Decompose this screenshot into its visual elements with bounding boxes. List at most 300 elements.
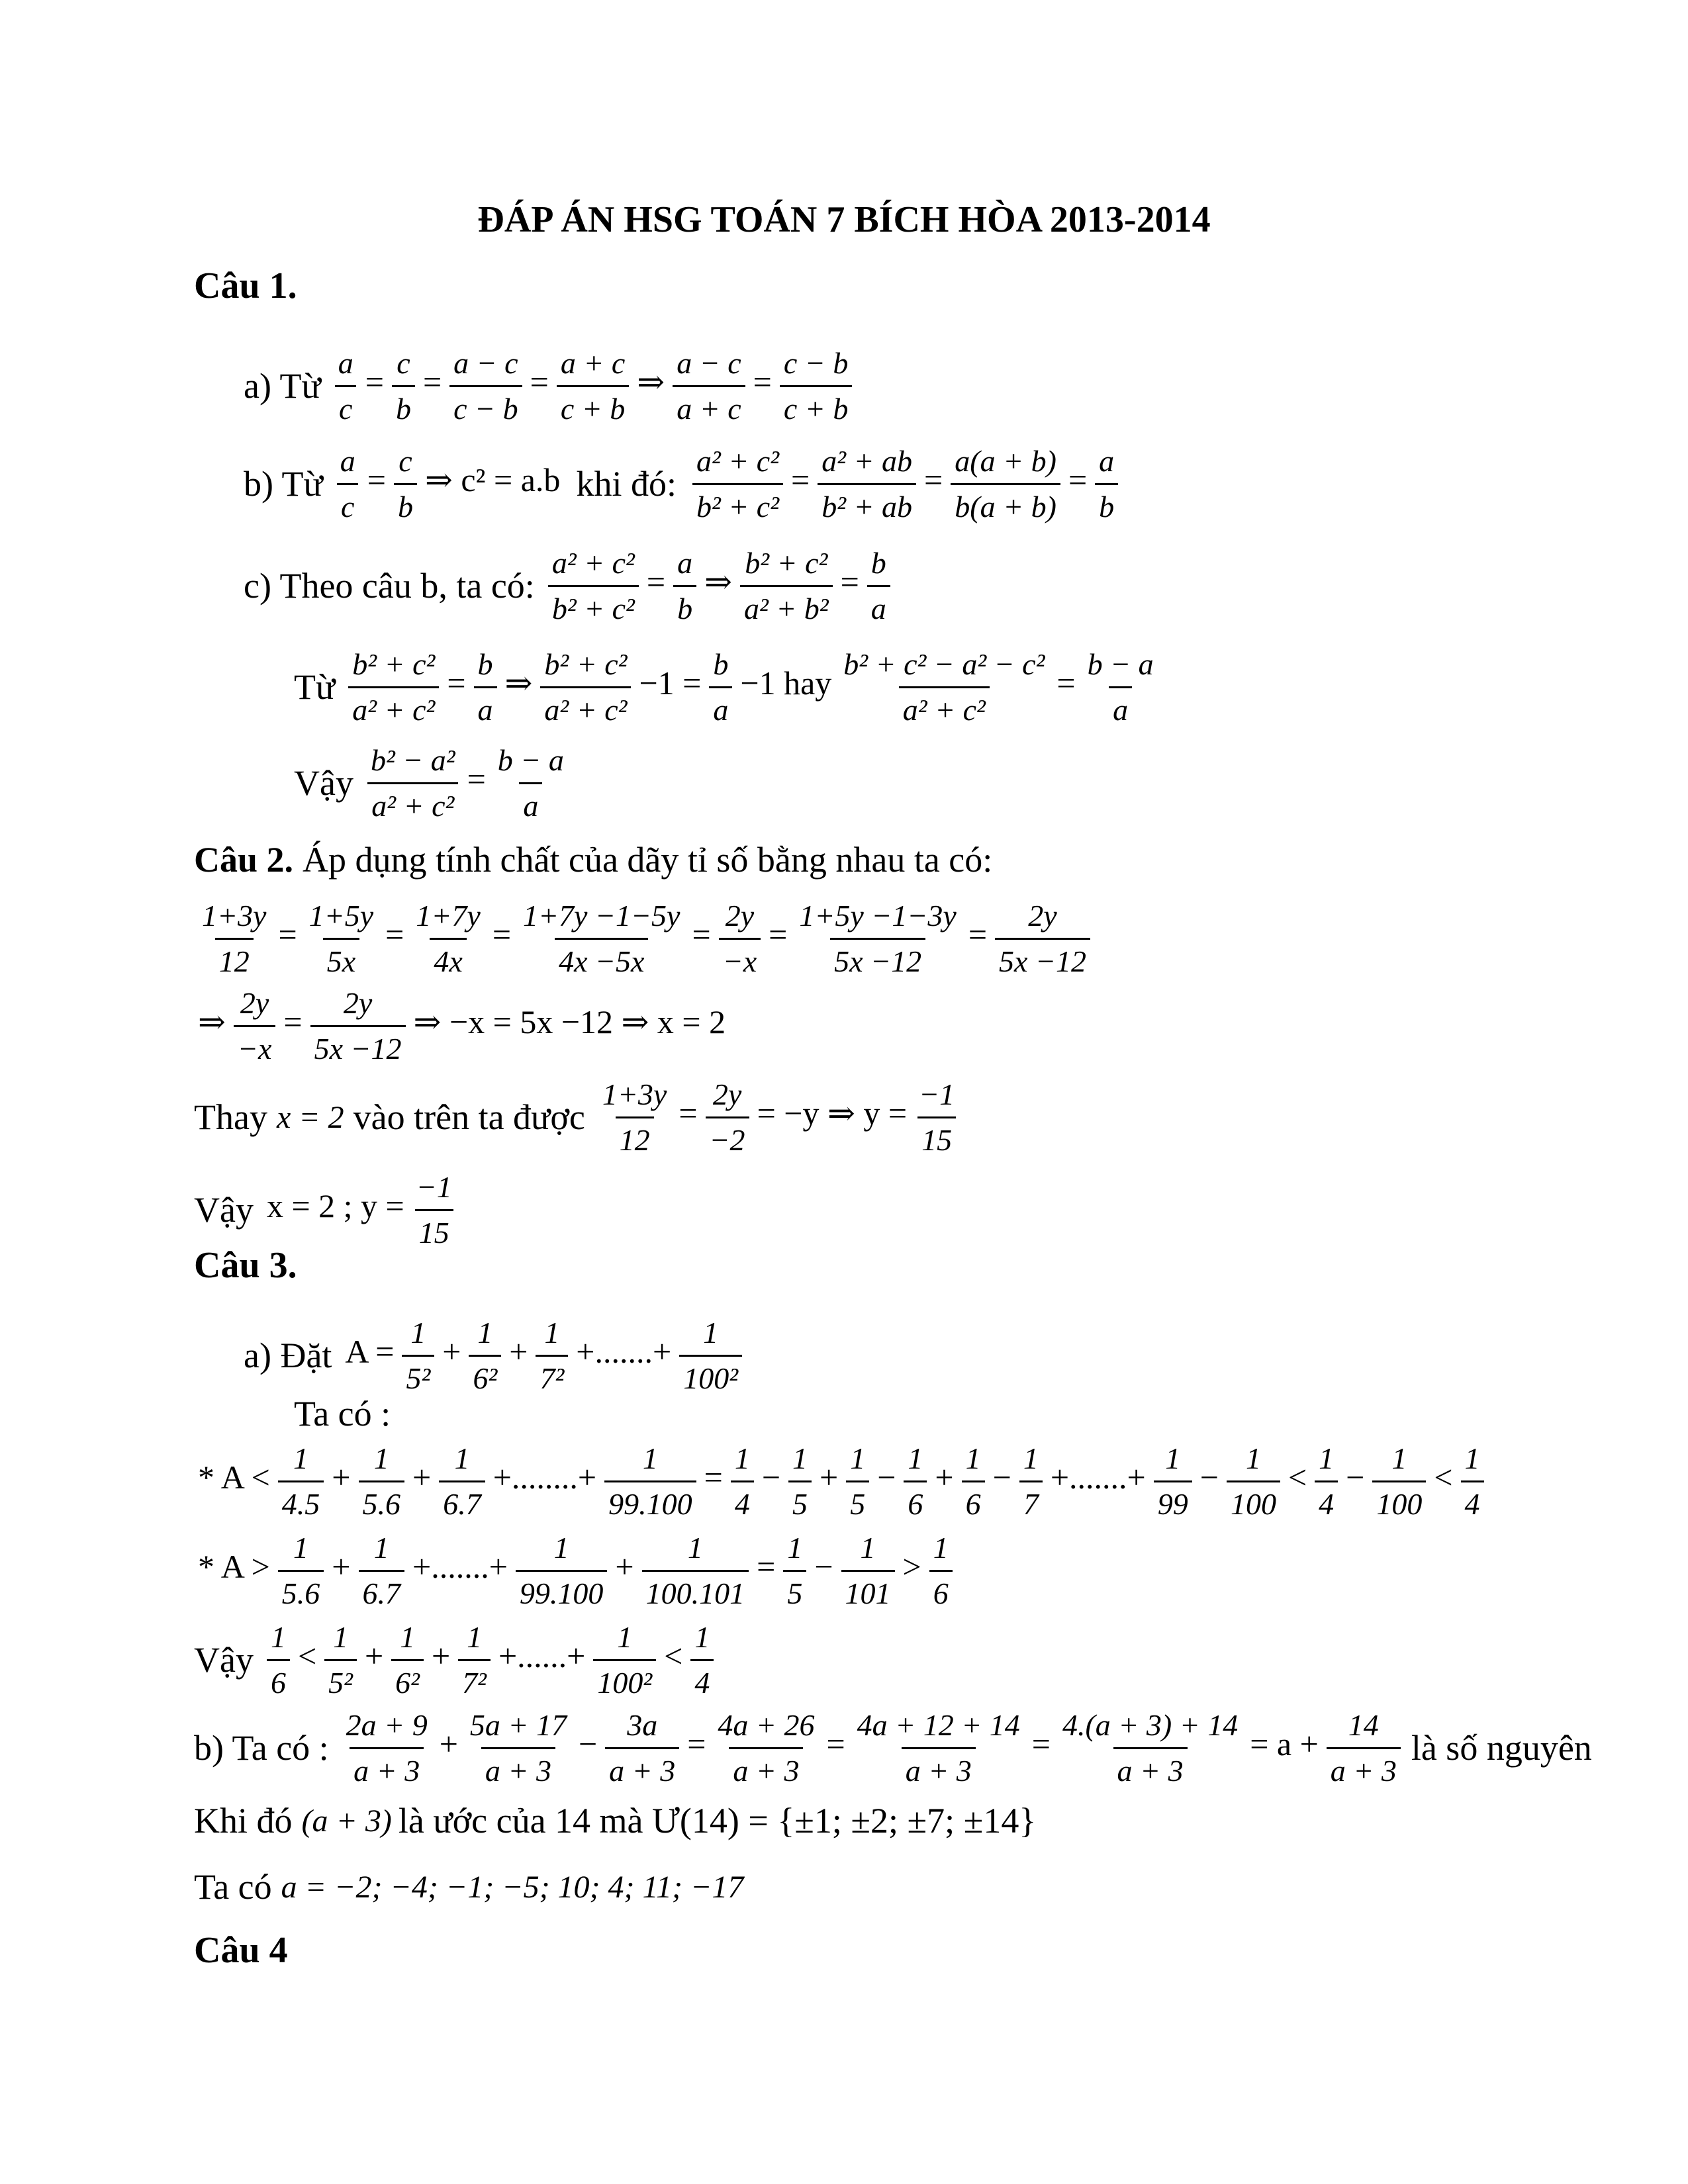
denominator: a + 3 (481, 1747, 555, 1790)
math-operator: −1 hay (740, 664, 832, 702)
denominator: b² + ab (818, 483, 916, 526)
fraction (367, 741, 459, 825)
denominator: 100² (679, 1355, 742, 1398)
numerator: a² + c² (696, 444, 779, 478)
numerator: c − b (783, 346, 849, 380)
cau2-vay-line (194, 1168, 460, 1251)
denominator: 5.6 (278, 1570, 324, 1613)
numerator: a (1099, 444, 1115, 478)
denominator: −x (719, 938, 761, 981)
numerator: b (713, 647, 729, 681)
numerator: 1 (477, 1316, 493, 1349)
denominator: 6.7 (359, 1570, 405, 1613)
numerator: 1 (787, 1531, 803, 1565)
denominator: b (394, 483, 417, 526)
fraction (278, 1439, 324, 1523)
denominator: 5 (846, 1480, 869, 1524)
denominator: 6 (962, 1480, 985, 1524)
math-operator: +.......+ (1050, 1458, 1146, 1496)
denominator: a (1109, 686, 1132, 729)
numerator: 2y (712, 1077, 742, 1111)
denominator: 5x −12 (310, 1025, 406, 1068)
cau3-khi-label: Khi đó (194, 1801, 293, 1841)
math-operator: > (902, 1548, 921, 1586)
math-operator: ⇒ (198, 1003, 226, 1041)
cau1-a-label: a) Từ (244, 366, 321, 406)
denominator: 4x −5x (555, 938, 648, 981)
cau3-a-expr (341, 1314, 746, 1397)
numerator: 1 (1464, 1441, 1480, 1475)
denominator: b (673, 585, 696, 628)
cau3-vay-expr (263, 1618, 718, 1702)
fraction (466, 1706, 571, 1790)
numerator: 1 (860, 1531, 876, 1565)
math-operator: < (664, 1637, 683, 1675)
math-operator: = (968, 916, 988, 954)
fraction (359, 1529, 405, 1612)
cau3-khi-mid: là ước của 14 mà Ư(14) = {±1; ±2; ±7; ±14} (398, 1801, 1037, 1841)
math-operator: + (442, 1333, 461, 1371)
fraction (788, 1439, 812, 1523)
cau3-vay-label: Vậy (194, 1640, 254, 1680)
cau3-vay-line (194, 1618, 718, 1702)
fraction (1019, 1439, 1043, 1523)
numerator: b (477, 647, 493, 681)
denominator: c + b (780, 385, 852, 428)
numerator: b² + c² (352, 647, 436, 681)
fraction (305, 897, 377, 980)
fraction (449, 344, 522, 428)
numerator: b² + c² − a² − c² (843, 647, 1045, 681)
fraction (951, 442, 1060, 525)
cau1-heading: Câu 1. (194, 265, 297, 306)
denominator: 5² (402, 1355, 434, 1398)
denominator: −2 (706, 1116, 749, 1160)
cau3-star2-line (194, 1529, 957, 1612)
fraction (548, 544, 639, 627)
math-operator: = (1068, 461, 1088, 499)
fraction (412, 1168, 456, 1251)
cau2-expr1-line (194, 897, 1094, 980)
cau2-expr2 (194, 984, 729, 1068)
denominator: a + 3 (1327, 1747, 1401, 1790)
fraction (394, 442, 417, 525)
numerator: a(a + b) (955, 444, 1056, 478)
denominator: 7² (458, 1659, 491, 1702)
math-operator: = (692, 916, 711, 954)
cau3-star1-line (194, 1439, 1488, 1523)
denominator: 15 (415, 1209, 453, 1252)
cau3-b-expr (338, 1706, 1405, 1790)
numerator: −1 (919, 1077, 955, 1111)
numerator: 2y (343, 986, 373, 1020)
fraction (841, 1529, 895, 1612)
math-operator: + (615, 1548, 634, 1586)
math-operator: +......+ (498, 1637, 586, 1675)
fraction (679, 1314, 742, 1397)
fraction (714, 1706, 818, 1790)
math-operator: + (332, 1548, 351, 1586)
cau3-b-tail: là số nguyên (1411, 1728, 1592, 1768)
cau2-thay-label: Thay (194, 1097, 267, 1137)
cau2-expr2-line (194, 984, 729, 1068)
cau3-a-label: a) Đặt (244, 1336, 332, 1375)
math-operator: +.......+ (412, 1548, 508, 1586)
fraction (402, 1314, 434, 1397)
numerator: 1 (553, 1531, 569, 1565)
numerator: 1 (642, 1441, 658, 1475)
denominator: 5.6 (359, 1480, 405, 1524)
cau1-c3-line (294, 741, 572, 825)
denominator: a² + c² (367, 782, 458, 825)
numerator: c (397, 346, 410, 380)
fraction (593, 1618, 656, 1702)
math-operator: + (820, 1458, 839, 1496)
math-operator: * A < (198, 1458, 270, 1496)
cau2-expr1 (194, 897, 1094, 980)
fraction (469, 1314, 501, 1397)
denominator: c (335, 385, 356, 428)
numerator: 1 (467, 1620, 483, 1654)
numerator: 4a + 12 + 14 (857, 1708, 1020, 1742)
math-operator: = (365, 363, 384, 401)
numerator: 1 (694, 1620, 710, 1654)
fraction (846, 1439, 869, 1523)
fraction (536, 1314, 568, 1397)
cau3-b-label: b) Ta có : (194, 1728, 329, 1768)
denominator: a (474, 686, 497, 729)
denominator: a (709, 686, 732, 729)
numerator: a (340, 444, 355, 478)
fraction (690, 1618, 714, 1702)
numerator: 1+7y −1−5y (523, 899, 680, 933)
denominator: 6 (267, 1659, 290, 1702)
numerator: 5a + 17 (469, 1708, 567, 1742)
denominator: 5x −12 (830, 938, 925, 981)
numerator: a² + ab (821, 444, 913, 478)
denominator: 101 (841, 1570, 895, 1613)
numerator: b − a (1087, 647, 1154, 681)
fraction (605, 1706, 679, 1790)
numerator: a − c (453, 346, 518, 380)
numerator: 1 (373, 1441, 389, 1475)
math-operator: + (431, 1637, 451, 1675)
denominator: a (519, 782, 542, 825)
fraction (348, 645, 439, 729)
cau2-thay-expr (594, 1075, 962, 1159)
math-operator: − (1346, 1458, 1365, 1496)
numerator: 1 (703, 1316, 719, 1349)
math-operator: = (283, 1003, 303, 1041)
cau1-c-label: c) Theo câu b, ta có: (244, 566, 535, 606)
math-operator: = (1031, 1725, 1051, 1763)
math-operator: = (753, 363, 772, 401)
numerator: 1 (1245, 1441, 1261, 1475)
cau1-b-label: b) Từ (244, 464, 323, 504)
fraction (692, 442, 783, 525)
math-operator: = (704, 1458, 723, 1496)
numerator: 1 (333, 1620, 349, 1654)
numerator: a² + c² (551, 546, 635, 580)
math-operator: = (757, 1548, 776, 1586)
numerator: 1 (792, 1441, 808, 1475)
numerator: 1 (454, 1441, 470, 1475)
math-operator: < (1288, 1458, 1307, 1496)
math-operator: = (447, 664, 466, 702)
cau3-khi-expr: (a + 3) (301, 1803, 392, 1839)
denominator: 15 (917, 1116, 956, 1160)
fraction (391, 1618, 424, 1702)
fraction (642, 1529, 749, 1612)
fraction (867, 544, 890, 627)
denominator: a² + b² (740, 585, 833, 628)
cau1-c2-line (294, 645, 1162, 729)
fraction (904, 1439, 927, 1523)
math-operator: − (1199, 1458, 1219, 1496)
numerator: 1 (293, 1441, 309, 1475)
denominator: 6 (904, 1480, 927, 1524)
math-operator: ⇒ c² = a.b (424, 461, 561, 499)
numerator: 1 (373, 1531, 389, 1565)
fraction (818, 442, 916, 525)
fraction (334, 344, 357, 428)
fraction (783, 1529, 806, 1612)
denominator: 7² (536, 1355, 568, 1398)
cau3-b-line (194, 1706, 1592, 1790)
denominator: 99.100 (604, 1480, 696, 1524)
denominator: 4 (731, 1480, 754, 1524)
fraction (780, 344, 852, 428)
cau1-c3-label: Vậy (294, 763, 353, 803)
denominator: 4 (1315, 1480, 1338, 1524)
math-operator: + (935, 1458, 954, 1496)
math-operator: ⇒ −x = 5x −12 ⇒ x = 2 (413, 1003, 726, 1041)
fraction (336, 442, 359, 525)
fraction (1315, 1439, 1338, 1523)
math-operator: A = (345, 1333, 395, 1371)
math-operator: + (412, 1458, 432, 1496)
fraction (234, 984, 275, 1068)
numerator: 1 (734, 1441, 750, 1475)
denominator: c − b (449, 385, 522, 428)
cau2-thay-mid: vào trên ta được (353, 1097, 585, 1137)
math-operator: + (509, 1333, 528, 1371)
cau3-taco2-line (194, 1866, 743, 1907)
numerator: b (870, 546, 886, 580)
math-operator: x = 2 ; y = (266, 1187, 404, 1225)
math-operator: = (791, 461, 810, 499)
math-operator: − (578, 1725, 598, 1763)
fraction (853, 1706, 1024, 1790)
denominator: 6 (929, 1570, 953, 1613)
math-operator: = (1056, 664, 1076, 702)
fraction (198, 897, 270, 980)
numerator: 4a + 26 (718, 1708, 815, 1742)
math-operator: + (332, 1458, 351, 1496)
fraction (1058, 1706, 1242, 1790)
math-operator: − (992, 1458, 1011, 1496)
math-operator: +.......+ (576, 1333, 672, 1371)
denominator: a + c (673, 385, 745, 428)
denominator: c + b (557, 385, 629, 428)
numerator: 1 (933, 1531, 949, 1565)
numerator: 1 (1023, 1441, 1039, 1475)
numerator: 1 (400, 1620, 416, 1654)
numerator: 1+5y −1−3y (799, 899, 957, 933)
numerator: 1 (1391, 1441, 1407, 1475)
cau1-c-expr (544, 544, 894, 627)
fraction (439, 1439, 485, 1523)
denominator: 5 (783, 1570, 806, 1613)
fraction (795, 897, 960, 980)
cau3-star1 (194, 1439, 1488, 1523)
denominator: 100 (1372, 1480, 1426, 1524)
fraction (731, 1439, 754, 1523)
cau2-heading: Câu 2. (194, 840, 294, 880)
numerator: 1 (908, 1441, 923, 1475)
numerator: 1+7y (416, 899, 481, 933)
cau2-vay-label: Vậy (194, 1190, 254, 1230)
cau3-taco2-expr: a = −2; −4; −1; −5; 10; 4; 11; −17 (281, 1869, 744, 1905)
denominator: 4.5 (278, 1480, 324, 1524)
cau1-b-mid: khi đó: (576, 464, 677, 504)
fraction (267, 1618, 290, 1702)
cau1-c-line (244, 544, 894, 627)
denominator: a + 3 (729, 1747, 803, 1790)
page-title: ĐÁP ÁN HSG TOÁN 7 BÍCH HÒA 2013-2014 (477, 199, 1211, 240)
cau1-c2-label: Từ (294, 667, 336, 707)
numerator: a − c (677, 346, 741, 380)
denominator: a² + c² (348, 686, 439, 729)
math-operator: = (769, 916, 788, 954)
cau3-taco2-label: Ta có (194, 1867, 272, 1907)
denominator: 4 (1461, 1480, 1484, 1524)
cau1-a-line (244, 344, 856, 428)
denominator: 6² (391, 1659, 424, 1702)
fraction (1327, 1706, 1401, 1790)
numerator: b² + c² (544, 647, 628, 681)
denominator: 99.100 (516, 1570, 608, 1613)
fraction (1372, 1439, 1426, 1523)
numerator: 1 (270, 1620, 286, 1654)
fraction (719, 897, 761, 980)
cau1-b-expr2 (688, 442, 1122, 525)
cau3-star2 (194, 1529, 957, 1612)
numerator: 14 (1348, 1708, 1379, 1742)
numerator: 1 (1319, 1441, 1335, 1475)
cau2-intro-line (194, 839, 992, 880)
denominator: 5 (788, 1480, 812, 1524)
cau2-intro: Áp dụng tính chất của dãy tỉ số bằng nhau ta có: (303, 840, 993, 880)
math-operator: = (530, 363, 549, 401)
fraction (839, 645, 1049, 729)
numerator: −1 (416, 1170, 452, 1204)
numerator: 2a + 9 (346, 1708, 428, 1742)
math-operator: +........+ (492, 1458, 597, 1496)
denominator: 100 (1227, 1480, 1280, 1524)
cau2-thay-x: x = 2 (276, 1099, 344, 1135)
math-operator: < (297, 1637, 317, 1675)
denominator: 6² (469, 1355, 501, 1398)
denominator: 4x (430, 938, 466, 981)
fraction (706, 1075, 749, 1159)
math-operator: = (367, 461, 386, 499)
numerator: b² + c² (745, 546, 828, 580)
numerator: 1 (850, 1441, 866, 1475)
math-operator: = −y ⇒ y = (757, 1095, 908, 1132)
cau1-b-expr1 (332, 442, 565, 525)
numerator: 1 (687, 1531, 703, 1565)
denominator: 5x −12 (995, 938, 1090, 981)
numerator: 1+3y (202, 899, 267, 933)
fraction (604, 1439, 696, 1523)
fraction (557, 344, 629, 428)
cau3-khi-line (194, 1800, 1036, 1841)
cau3-a-line (244, 1314, 746, 1397)
denominator: 5x (323, 938, 359, 981)
math-operator: − (877, 1458, 896, 1496)
cau1-c2-expr (344, 645, 1161, 729)
denominator: a + 3 (605, 1747, 679, 1790)
numerator: b² − a² (370, 743, 455, 777)
fraction (516, 1529, 608, 1612)
cau1-b-line (244, 442, 1122, 525)
math-operator: + (439, 1725, 458, 1763)
denominator: a² + c² (899, 686, 990, 729)
math-operator: = (278, 916, 297, 954)
fraction (929, 1529, 953, 1612)
numerator: 1+5y (308, 899, 374, 933)
fraction (324, 1618, 357, 1702)
cau2-vay-expr (263, 1168, 460, 1251)
math-operator: = (385, 916, 404, 954)
numerator: b − a (497, 743, 564, 777)
denominator: a + 3 (350, 1747, 424, 1790)
math-operator: − (814, 1548, 833, 1586)
math-operator: = (679, 1095, 698, 1132)
denominator: 5² (324, 1659, 357, 1702)
math-operator: ⇒ (504, 664, 533, 702)
numerator: 1 (965, 1441, 981, 1475)
fraction (540, 645, 631, 729)
fraction (278, 1529, 324, 1612)
denominator: a² + c² (540, 686, 631, 729)
cau1-a-expr (330, 344, 857, 428)
math-operator: = (467, 760, 486, 798)
fraction (519, 897, 684, 980)
fraction (392, 344, 415, 428)
denominator: a + 3 (1113, 1747, 1188, 1790)
numerator: 1 (410, 1316, 426, 1349)
fraction (673, 544, 696, 627)
fraction (474, 645, 497, 729)
fraction (412, 897, 484, 980)
denominator: −x (234, 1025, 275, 1068)
fraction (342, 1706, 432, 1790)
denominator: b² + c² (692, 483, 783, 526)
denominator: b (392, 385, 415, 428)
math-operator: + (364, 1637, 384, 1675)
numerator: a (338, 346, 353, 380)
denominator: 12 (616, 1116, 654, 1160)
math-operator: = (687, 1725, 706, 1763)
fraction (458, 1618, 491, 1702)
numerator: c (399, 444, 412, 478)
fraction (359, 1439, 405, 1523)
cau4-heading: Câu 4 (194, 1930, 288, 1971)
math-operator: − (761, 1458, 781, 1496)
math-operator: = (492, 916, 512, 954)
